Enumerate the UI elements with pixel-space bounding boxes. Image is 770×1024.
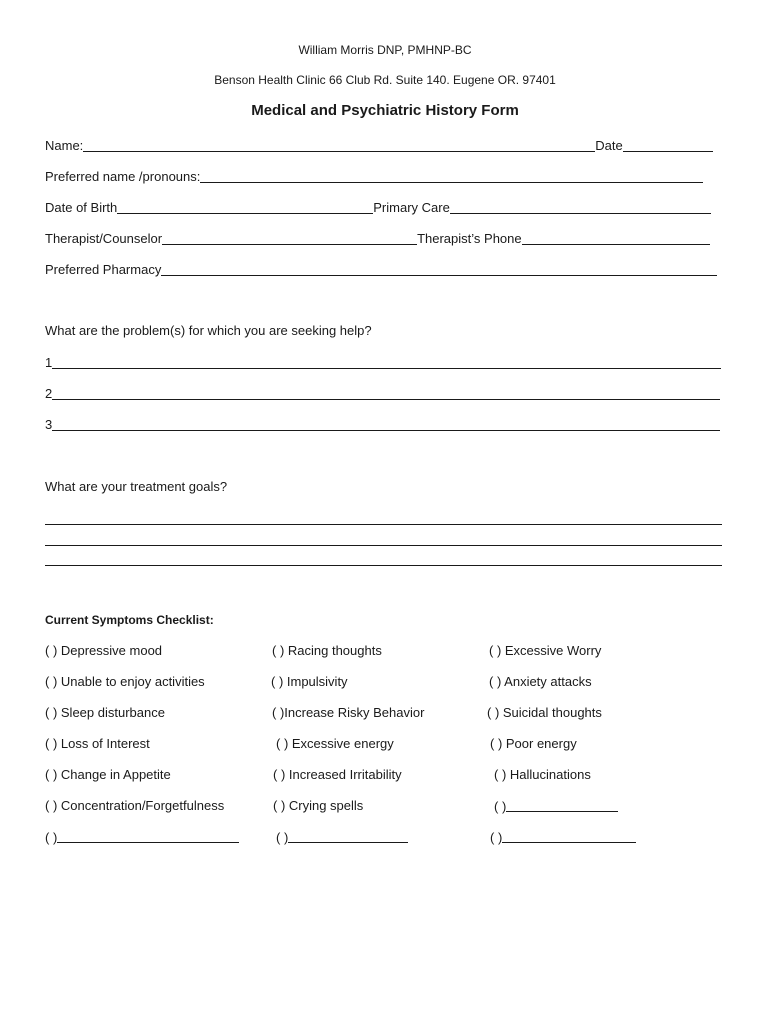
pharmacy-row: [45, 260, 717, 278]
pharmacy-field[interactable]: [161, 261, 717, 276]
clinic-address: Benson Health Clinic 66 Club Rd. Suite 140. Eugene OR. 97401: [214, 73, 556, 87]
therapist-phone-field[interactable]: [522, 230, 710, 245]
symptom-change-in-appetite[interactable]: ( ) Change in Appetite: [45, 767, 171, 782]
problem-row-2: [45, 384, 720, 402]
pharmacy-label: Preferred Pharmacy: [45, 262, 162, 277]
symptom-racing-thoughts[interactable]: ( ) Racing thoughts: [272, 643, 382, 658]
therapist-phone-label: Therapist’s Phone: [417, 231, 522, 246]
symptoms-heading: Current Symptoms Checklist:: [45, 613, 214, 627]
symptom-other-marker: ( ): [494, 799, 507, 814]
problem-number: 2: [45, 386, 53, 401]
date-label: Date: [595, 138, 623, 153]
dob-row: [45, 198, 711, 216]
symptom-anxiety-attacks[interactable]: ( ) Anxiety attacks: [489, 674, 592, 689]
preferred-name-label: Preferred name /pronouns:: [45, 169, 201, 184]
primary-care-label: Primary Care: [373, 200, 450, 215]
problem-field-3[interactable]: [52, 416, 720, 431]
symptom-unable-to-enjoy[interactable]: ( ) Unable to enjoy activities: [45, 674, 205, 689]
symptom-other-marker: ( ): [45, 830, 58, 845]
symptom-other-3[interactable]: [494, 798, 618, 814]
symptom-loss-of-interest[interactable]: ( ) Loss of Interest: [45, 736, 150, 751]
form-title: Medical and Psychiatric History Form: [251, 102, 519, 119]
provider-name: William Morris DNP, PMHNP-BC: [298, 43, 472, 57]
date-field[interactable]: [623, 137, 713, 152]
problem-field-1[interactable]: [52, 354, 721, 369]
problem-number: 3: [45, 417, 53, 432]
primary-care-field[interactable]: [450, 199, 711, 214]
preferred-name-field[interactable]: [200, 168, 703, 183]
problem-field-2[interactable]: [52, 385, 720, 400]
symptom-other-field[interactable]: [57, 829, 239, 843]
goals-question: What are your treatment goals?: [45, 479, 228, 494]
symptom-irritability[interactable]: ( ) Increased Irritability: [273, 767, 402, 782]
problem-row-1: [45, 353, 721, 371]
name-field[interactable]: [83, 137, 595, 152]
name-date-row: [45, 136, 717, 154]
symptom-concentration[interactable]: ( ) Concentration/Forgetfulness: [45, 798, 225, 813]
symptom-suicidal-thoughts[interactable]: ( ) Suicidal thoughts: [487, 705, 602, 720]
symptom-other-field[interactable]: [288, 829, 408, 843]
symptom-other-marker: ( ): [490, 830, 503, 845]
symptom-sleep-disturbance[interactable]: ( ) Sleep disturbance: [45, 705, 165, 720]
symptom-excessive-energy[interactable]: ( ) Excessive energy: [276, 736, 394, 751]
symptom-impulsivity[interactable]: ( ) Impulsivity: [271, 674, 348, 689]
goals-line-1[interactable]: [45, 524, 722, 525]
preferred-name-row: [45, 167, 703, 185]
therapist-row: [45, 229, 710, 247]
goals-line-2[interactable]: [45, 545, 722, 546]
symptom-other-marker: ( ): [276, 830, 289, 845]
symptom-poor-energy[interactable]: ( ) Poor energy: [490, 736, 577, 751]
name-label: Name:: [45, 138, 84, 153]
dob-field[interactable]: [117, 199, 373, 214]
symptom-depressive-mood[interactable]: ( ) Depressive mood: [45, 643, 163, 658]
therapist-field[interactable]: [162, 230, 417, 245]
symptom-crying-spells[interactable]: ( ) Crying spells: [273, 798, 364, 813]
dob-label: Date of Birth: [45, 200, 118, 215]
problems-question: What are the problem(s) for which you are seeking help?: [45, 323, 372, 338]
therapist-label: Therapist/Counselor: [45, 231, 163, 246]
goals-line-3[interactable]: [45, 565, 722, 566]
symptom-risky-behavior[interactable]: ( )Increase Risky Behavior: [272, 705, 425, 720]
symptom-excessive-worry[interactable]: ( ) Excessive Worry: [489, 643, 602, 658]
symptom-other-4[interactable]: [490, 829, 636, 845]
symptom-other-2[interactable]: [276, 829, 408, 845]
symptom-hallucinations[interactable]: ( ) Hallucinations: [494, 767, 591, 782]
problem-number: 1: [45, 355, 53, 370]
symptom-other-1[interactable]: [45, 829, 239, 845]
symptom-other-field[interactable]: [506, 798, 618, 812]
symptom-other-field[interactable]: [502, 829, 636, 843]
problem-row-3: [45, 415, 720, 433]
